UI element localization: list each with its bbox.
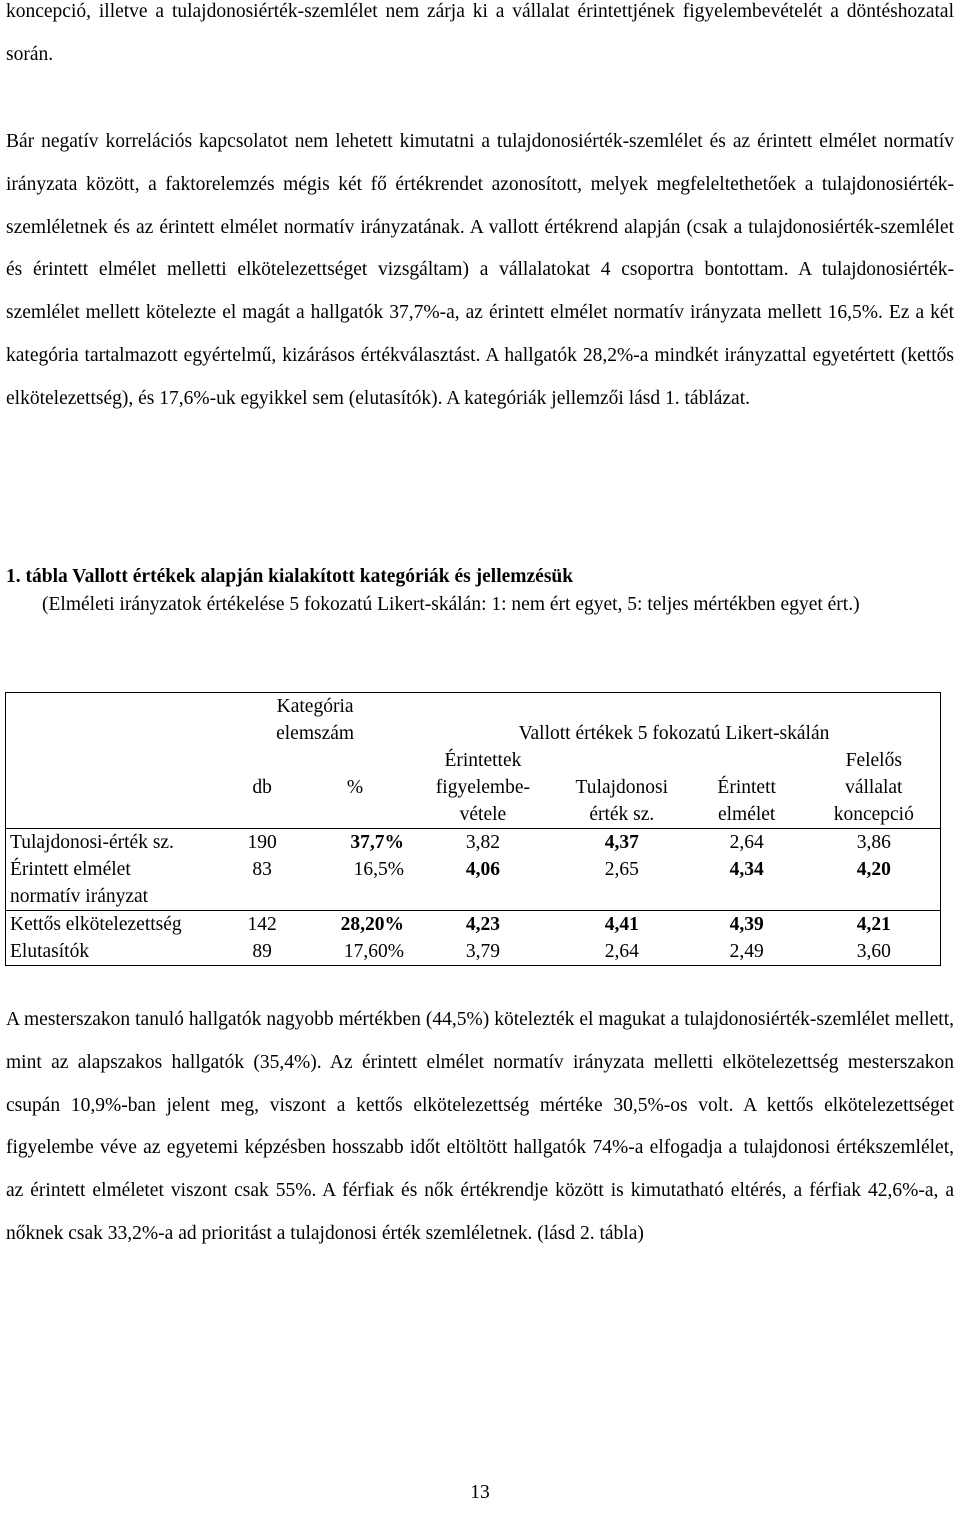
- header-percent: %: [346, 777, 364, 798]
- table-title: 1. tábla Vallott értékek alapján kialakított kategóriák és jellemzésük: [6, 566, 574, 587]
- table-row: Érintett elmélet 83 16,5% 4,06 2,65 4,34 4,20: [6, 856, 941, 883]
- header-stakeholders: Érintettek figyelembe- vétele: [435, 750, 531, 825]
- paragraph-masters: A mesterszakon tanuló hallgatók nagyobb mértékben (44,5%) kötelezték el magukat a tulajdonosiérték-szemlélet mellett, mint az alapszakos hallgatók (35,4%). Az érintett elmélet normatív irányzata melletti elkötelezettség mesterszakon csupán 10,9%-ban jelent meg, viszont a kettős elkötelezettség mértéke 30,5%-os volt. A kettős elkötelezettséget figyelembe véve az egyetemi képzésben hosszabb időt eltöltött hallgatók 74%-a elfogadja a tulajdonosi értékszemlélet, az érintett elméletet viszont csak 55%. A férfiak és nők értékrendje között is kimutatható eltérés, a férfiak 42,6%-a, a nőknek csak 33,2%-a ad prioritást a tulajdonosi érték szemléletnek. (lásd 2. tábla): [6, 1009, 954, 1244]
- header-shareholder-value: Tulajdonosi érték sz.: [575, 777, 669, 825]
- table-header-row-2: [6, 747, 941, 829]
- table-caption: [6, 563, 922, 619]
- paragraph-factor-analysis: Bár negatív korrelációs kapcsolatot nem lehetett kimutatni a tulajdonosiérték-szemlélet és az érintett elmélet normatív irányzata között, a faktorelemzés mégis két fő értékrendet azonosított, melyek megfeleltethetőek a tulajdonosiérték-szemléletnek és az érintett elmélet normatív irányzatának. A vallott értékrend alapján (csak a tulajdonosiérték-szemlélet és érintett elmélet melletti elkötelezettséget vizsgáltam) a vállalatokat 4 csoportra bontottam. A tulajdonosiérték-szemlélet mellett kötelezte el magát a hallgatók 37,7%-a, az érintett elmélet normatív irányzata mellett 16,5%. Ez a két kategória tartalmazott egyértelmű, kizárásos értékválasztást. A hallgatók 28,2%-a mindkét irányzattal egyetértett (kettős elkötelezettség), és 17,6%-uk egyikkel sem (elutasítók). A kategóriák jellemzői lásd 1. táblázat.: [6, 131, 954, 409]
- paragraph-intro: koncepció, illetve a tulajdonosiérték-szemlélet nem zárja ki a vállalat érintettjének figyelembevételét a döntéshozatal során.: [6, 1, 954, 65]
- header-responsible-company: Felelős vállalat koncepció: [808, 747, 941, 829]
- table-header-row-1: [6, 693, 941, 748]
- categories-table: [5, 692, 941, 966]
- header-db: db: [252, 777, 272, 798]
- header-values: Vallott értékek 5 fokozatú Likert-skálán: [408, 693, 941, 748]
- table-row: Tulajdonosi-érték sz. 190 37,7% 3,82 4,37 2,64 3,86: [6, 829, 941, 857]
- table-subtitle: (Elméleti irányzatok értékelése 5 fokozatú Likert-skálán: 1: nem ért egyet, 5: teljes mértékben egyet ért.): [42, 594, 860, 615]
- header-category-count: Kategória elemszám: [222, 693, 408, 748]
- table-row: Elutasítók 89 17,60% 3,79 2,64 2,49 3,60: [6, 938, 941, 966]
- page-number: 13: [470, 1482, 490, 1503]
- header-stakeholder-theory: Érintett elmélet: [717, 777, 776, 825]
- table-row: normatív irányzat: [6, 883, 941, 911]
- table-row: Kettős elkötelezettség 142 28,20% 4,23 4,41 4,39 4,21: [6, 911, 941, 939]
